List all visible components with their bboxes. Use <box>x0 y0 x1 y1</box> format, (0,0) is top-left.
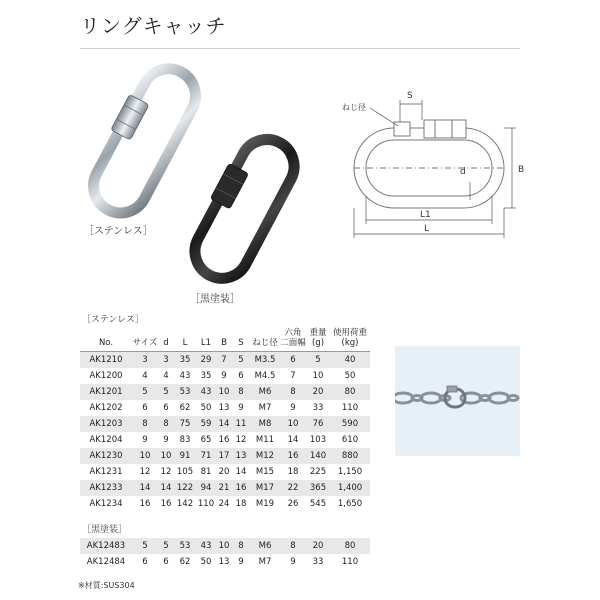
table-cell: 94 <box>196 480 216 496</box>
table-cell: AK1210 <box>80 352 132 369</box>
table-cell: 9 <box>232 554 250 570</box>
title-divider <box>80 48 520 49</box>
table-cell: 590 <box>330 416 370 432</box>
table-cell: 105 <box>174 464 196 480</box>
table-cell: 10 <box>306 368 330 384</box>
table-cell: 3 <box>132 352 158 369</box>
column-header: ねじ径 <box>250 320 280 352</box>
table-cell: 71 <box>196 448 216 464</box>
table-cell: 103 <box>306 432 330 448</box>
table-cell: 5 <box>306 352 330 369</box>
table-cell: M3.5 <box>250 352 280 369</box>
table-cell: 76 <box>306 416 330 432</box>
table-cell: AK1200 <box>80 368 132 384</box>
table-cell: M6 <box>250 538 280 554</box>
table-cell: 14 <box>132 480 158 496</box>
table-row <box>80 400 370 416</box>
column-header: L1 <box>196 320 216 352</box>
table-cell: 20 <box>306 538 330 554</box>
table-cell: 880 <box>330 448 370 464</box>
table-cell: 17 <box>216 448 232 464</box>
table-cell: 5 <box>132 538 158 554</box>
column-header: サイズ <box>132 320 158 352</box>
table-cell: 4 <box>132 368 158 384</box>
table-cell: 9 <box>132 432 158 448</box>
table-cell: 43 <box>196 384 216 400</box>
table-cell: AK12484 <box>80 554 132 570</box>
table-cell: 62 <box>174 554 196 570</box>
table-cell: 18 <box>232 496 250 512</box>
label-L1: L1 <box>420 210 431 220</box>
dimension-diagram <box>340 80 540 240</box>
table-cell: 13 <box>216 554 232 570</box>
table-cell: AK1231 <box>80 464 132 480</box>
chain-image <box>395 346 520 456</box>
table-cell: 22 <box>280 480 306 496</box>
table-cell: M7 <box>250 554 280 570</box>
table-cell: 9 <box>280 554 306 570</box>
table-row <box>80 464 370 480</box>
table-cell: 1,150 <box>330 464 370 480</box>
table-cell: 91 <box>174 448 196 464</box>
table-cell: 8 <box>132 416 158 432</box>
table-cell: 13 <box>232 448 250 464</box>
label-d: d <box>460 167 466 177</box>
column-header: 六角 二面幅 <box>280 320 306 352</box>
table-row <box>80 384 370 400</box>
page-title: リングキャッチ <box>80 14 227 38</box>
table-cell: 122 <box>174 480 196 496</box>
stainless-caption: ［ステンレス］ <box>84 226 153 237</box>
table-cell: 12 <box>158 464 174 480</box>
table-cell: 59 <box>196 416 216 432</box>
table-cell: M4.5 <box>250 368 280 384</box>
table-cell: 8 <box>158 416 174 432</box>
column-header: 重量 (g) <box>306 320 330 352</box>
table-cell: 3 <box>158 352 174 369</box>
table-cell: 13 <box>216 400 232 416</box>
table-cell: AK1201 <box>80 384 132 400</box>
table-cell: 83 <box>174 432 196 448</box>
table-cell: 365 <box>306 480 330 496</box>
table-cell: 20 <box>216 464 232 480</box>
table-cell: 14 <box>232 464 250 480</box>
table-cell: AK12483 <box>80 538 132 554</box>
table-row <box>80 368 370 384</box>
black-spec-table <box>80 538 370 570</box>
stainless-section-label: ［ステンレス］ <box>82 315 144 325</box>
table-cell: 6 <box>280 352 306 369</box>
table-cell: 7 <box>280 368 306 384</box>
table-cell: 110 <box>196 496 216 512</box>
table-cell: 142 <box>174 496 196 512</box>
table-row <box>80 554 370 570</box>
material-note: ※材質:SUS304 <box>78 581 135 590</box>
table-cell: M7 <box>250 400 280 416</box>
table-cell: AK1234 <box>80 496 132 512</box>
label-B: B <box>518 165 525 175</box>
black-caption: ［黒塗装］ <box>190 294 240 305</box>
table-cell: 43 <box>196 538 216 554</box>
black-section-label: ［黒塗装］ <box>82 525 128 535</box>
table-cell: M19 <box>250 496 280 512</box>
table-cell: 80 <box>330 538 370 554</box>
table-cell: 16 <box>232 480 250 496</box>
table-cell: 9 <box>158 432 174 448</box>
table-cell: 6 <box>132 400 158 416</box>
table-cell: 40 <box>330 352 370 369</box>
table-row <box>80 538 370 554</box>
stainless-spec-table <box>80 320 370 512</box>
table-cell: AK1202 <box>80 400 132 416</box>
table-cell: 1,650 <box>330 496 370 512</box>
table-cell: M17 <box>250 480 280 496</box>
table-cell: 5 <box>158 384 174 400</box>
table-cell: 140 <box>306 448 330 464</box>
table-cell: 10 <box>216 538 232 554</box>
table-cell: AK1233 <box>80 480 132 496</box>
table-cell: 10 <box>158 448 174 464</box>
table-cell: AK1204 <box>80 432 132 448</box>
table-cell: 35 <box>196 368 216 384</box>
table-cell: 16 <box>132 496 158 512</box>
table-cell: 29 <box>196 352 216 369</box>
table-cell: 21 <box>216 480 232 496</box>
table-cell: 7 <box>216 352 232 369</box>
table-cell: 53 <box>174 538 196 554</box>
table-cell: 9 <box>280 400 306 416</box>
table-cell: 4 <box>158 368 174 384</box>
column-header: d <box>158 320 174 352</box>
label-L: L <box>424 224 430 234</box>
table-cell: 6 <box>158 400 174 416</box>
table-row <box>80 352 370 369</box>
table-row <box>80 496 370 512</box>
table-cell: 8 <box>232 538 250 554</box>
table-cell: 14 <box>216 416 232 432</box>
table-cell: 33 <box>306 400 330 416</box>
table-cell: AK1203 <box>80 416 132 432</box>
table-cell: 6 <box>158 554 174 570</box>
table-cell: 18 <box>280 464 306 480</box>
table-cell: 53 <box>174 384 196 400</box>
table-cell: M8 <box>250 416 280 432</box>
table-cell: 10 <box>132 448 158 464</box>
table-cell: M15 <box>250 464 280 480</box>
table-cell: 81 <box>196 464 216 480</box>
table-cell: 9 <box>216 368 232 384</box>
table-cell: M11 <box>250 432 280 448</box>
table-row <box>80 480 370 496</box>
table-cell: M6 <box>250 384 280 400</box>
table-cell: 50 <box>196 400 216 416</box>
table-cell: 6 <box>132 554 158 570</box>
table-cell: 10 <box>216 384 232 400</box>
table-row <box>80 448 370 464</box>
table-cell: 5 <box>158 538 174 554</box>
table-cell: 16 <box>216 432 232 448</box>
table-cell: 110 <box>330 554 370 570</box>
table-cell: 225 <box>306 464 330 480</box>
table-row <box>80 416 370 432</box>
column-header: No. <box>80 320 132 352</box>
label-S: S <box>407 91 413 101</box>
table-cell: 26 <box>280 496 306 512</box>
table-cell: 50 <box>196 554 216 570</box>
table-cell: 8 <box>280 538 306 554</box>
table-cell: 6 <box>232 368 250 384</box>
black-ring-catch-image <box>170 128 320 298</box>
table-cell: 12 <box>232 432 250 448</box>
table-cell: 62 <box>174 400 196 416</box>
table-cell: 43 <box>174 368 196 384</box>
table-cell: 24 <box>216 496 232 512</box>
table-cell: 14 <box>158 480 174 496</box>
table-cell: 8 <box>232 384 250 400</box>
table-cell: 16 <box>280 448 306 464</box>
table-cell: 1,400 <box>330 480 370 496</box>
table-cell: 80 <box>330 384 370 400</box>
table-cell: 9 <box>232 400 250 416</box>
table-cell: 20 <box>306 384 330 400</box>
column-header: B <box>216 320 232 352</box>
column-header: L <box>174 320 196 352</box>
table-cell: 65 <box>196 432 216 448</box>
table-cell: 16 <box>158 496 174 512</box>
table-cell: 33 <box>306 554 330 570</box>
table-cell: M12 <box>250 448 280 464</box>
table-cell: 8 <box>280 384 306 400</box>
table-cell: 10 <box>280 416 306 432</box>
table-cell: 14 <box>280 432 306 448</box>
table-row <box>80 432 370 448</box>
table-cell: 545 <box>306 496 330 512</box>
table-cell: 5 <box>132 384 158 400</box>
column-header: S <box>232 320 250 352</box>
table-cell: 610 <box>330 432 370 448</box>
table-cell: AK1230 <box>80 448 132 464</box>
table-cell: 50 <box>330 368 370 384</box>
table-cell: 5 <box>232 352 250 369</box>
table-cell: 75 <box>174 416 196 432</box>
column-header: 使用荷重 (kg) <box>330 320 370 352</box>
label-screw: ねじ径 <box>342 103 366 112</box>
table-cell: 12 <box>132 464 158 480</box>
table-cell: 110 <box>330 400 370 416</box>
table-cell: 11 <box>232 416 250 432</box>
table-cell: 35 <box>174 352 196 369</box>
